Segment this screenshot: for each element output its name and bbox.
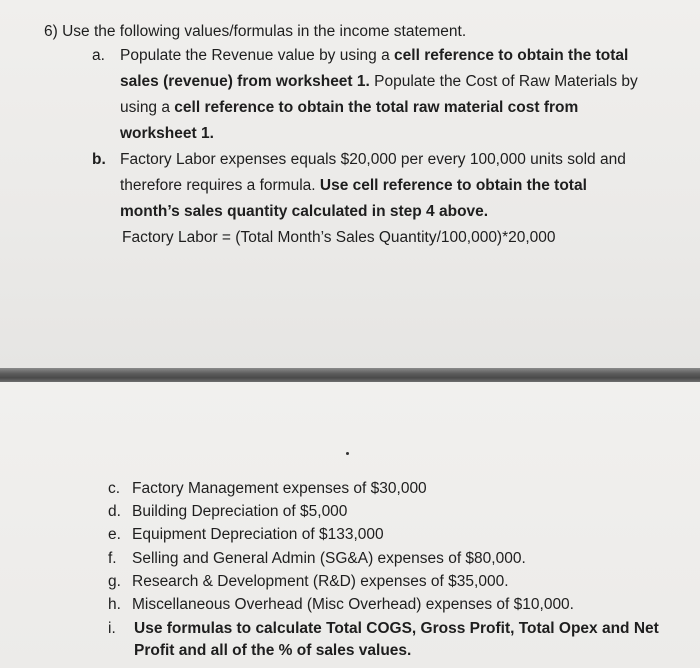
- item-b-line-3: month’s sales quantity calculated in step 4 above.: [120, 203, 489, 220]
- list-text: Equipment Depreciation of $133,000: [132, 526, 384, 543]
- list-item-h: [108, 595, 574, 615]
- photo-divider-band: [0, 368, 700, 382]
- item-a-line-1-bold: cell reference to obtain the total: [394, 47, 629, 64]
- item-b-marker: b.: [92, 151, 106, 168]
- list-marker: f.: [108, 550, 117, 567]
- list-marker: e.: [108, 526, 121, 543]
- list-marker: h.: [108, 596, 121, 613]
- item-i-line-1: Use formulas to calculate Total COGS, Gross Profit, Total Opex and Net: [134, 620, 659, 637]
- item-b-formula: Factory Labor = (Total Month’s Sales Quantity/100,000)*20,000: [122, 229, 556, 246]
- item-b-line-2-plain: therefore requires a formula.: [120, 177, 320, 194]
- item-i-line-2: Profit and all of the % of sales values.: [134, 642, 412, 659]
- list-marker: c.: [108, 480, 121, 497]
- list-item-d: [108, 502, 347, 522]
- item-a-marker: a.: [92, 47, 105, 64]
- list-text: Building Depreciation of $5,000: [132, 503, 348, 520]
- list-marker: g.: [108, 573, 121, 590]
- list-text: Miscellaneous Overhead (Misc Overhead) expenses of $10,000.: [132, 596, 574, 613]
- list-item-e: [108, 525, 384, 545]
- item-a-line-3-bold: cell reference to obtain the total raw material cost from: [174, 99, 579, 116]
- list-item-c: [108, 479, 427, 499]
- item-b-line-2-bold: Use cell reference to obtain the total: [319, 177, 587, 194]
- item-a-line-2: [120, 72, 638, 92]
- list-item-g: [108, 572, 509, 592]
- section-heading: 6) Use the following values/formulas in the income statement.: [44, 23, 467, 40]
- list-marker-i: i.: [108, 620, 116, 637]
- item-a-line-2-plain: Populate the Cost of Raw Materials by: [369, 73, 638, 90]
- list-item-f: [108, 549, 526, 569]
- item-b-line-2: [120, 176, 587, 196]
- paper-speck: [346, 452, 349, 455]
- item-a-line-1: [120, 46, 628, 66]
- item-a-line-3: [120, 98, 578, 118]
- list-marker: d.: [108, 503, 121, 520]
- item-a-line-1-plain: Populate the Revenue value by using a: [120, 47, 395, 64]
- item-a-line-4: worksheet 1.: [120, 125, 214, 142]
- item-a-line-3-plain: using a: [120, 99, 175, 116]
- list-text: Research & Development (R&D) expenses of $35,000.: [132, 573, 509, 590]
- list-text: Selling and General Admin (SG&A) expenses of $80,000.: [132, 550, 526, 567]
- item-a-line-2-bold: sales (revenue) from worksheet 1.: [120, 73, 370, 90]
- item-b-line-1: Factory Labor expenses equals $20,000 per every 100,000 units sold and: [120, 151, 626, 168]
- list-text: Factory Management expenses of $30,000: [132, 480, 427, 497]
